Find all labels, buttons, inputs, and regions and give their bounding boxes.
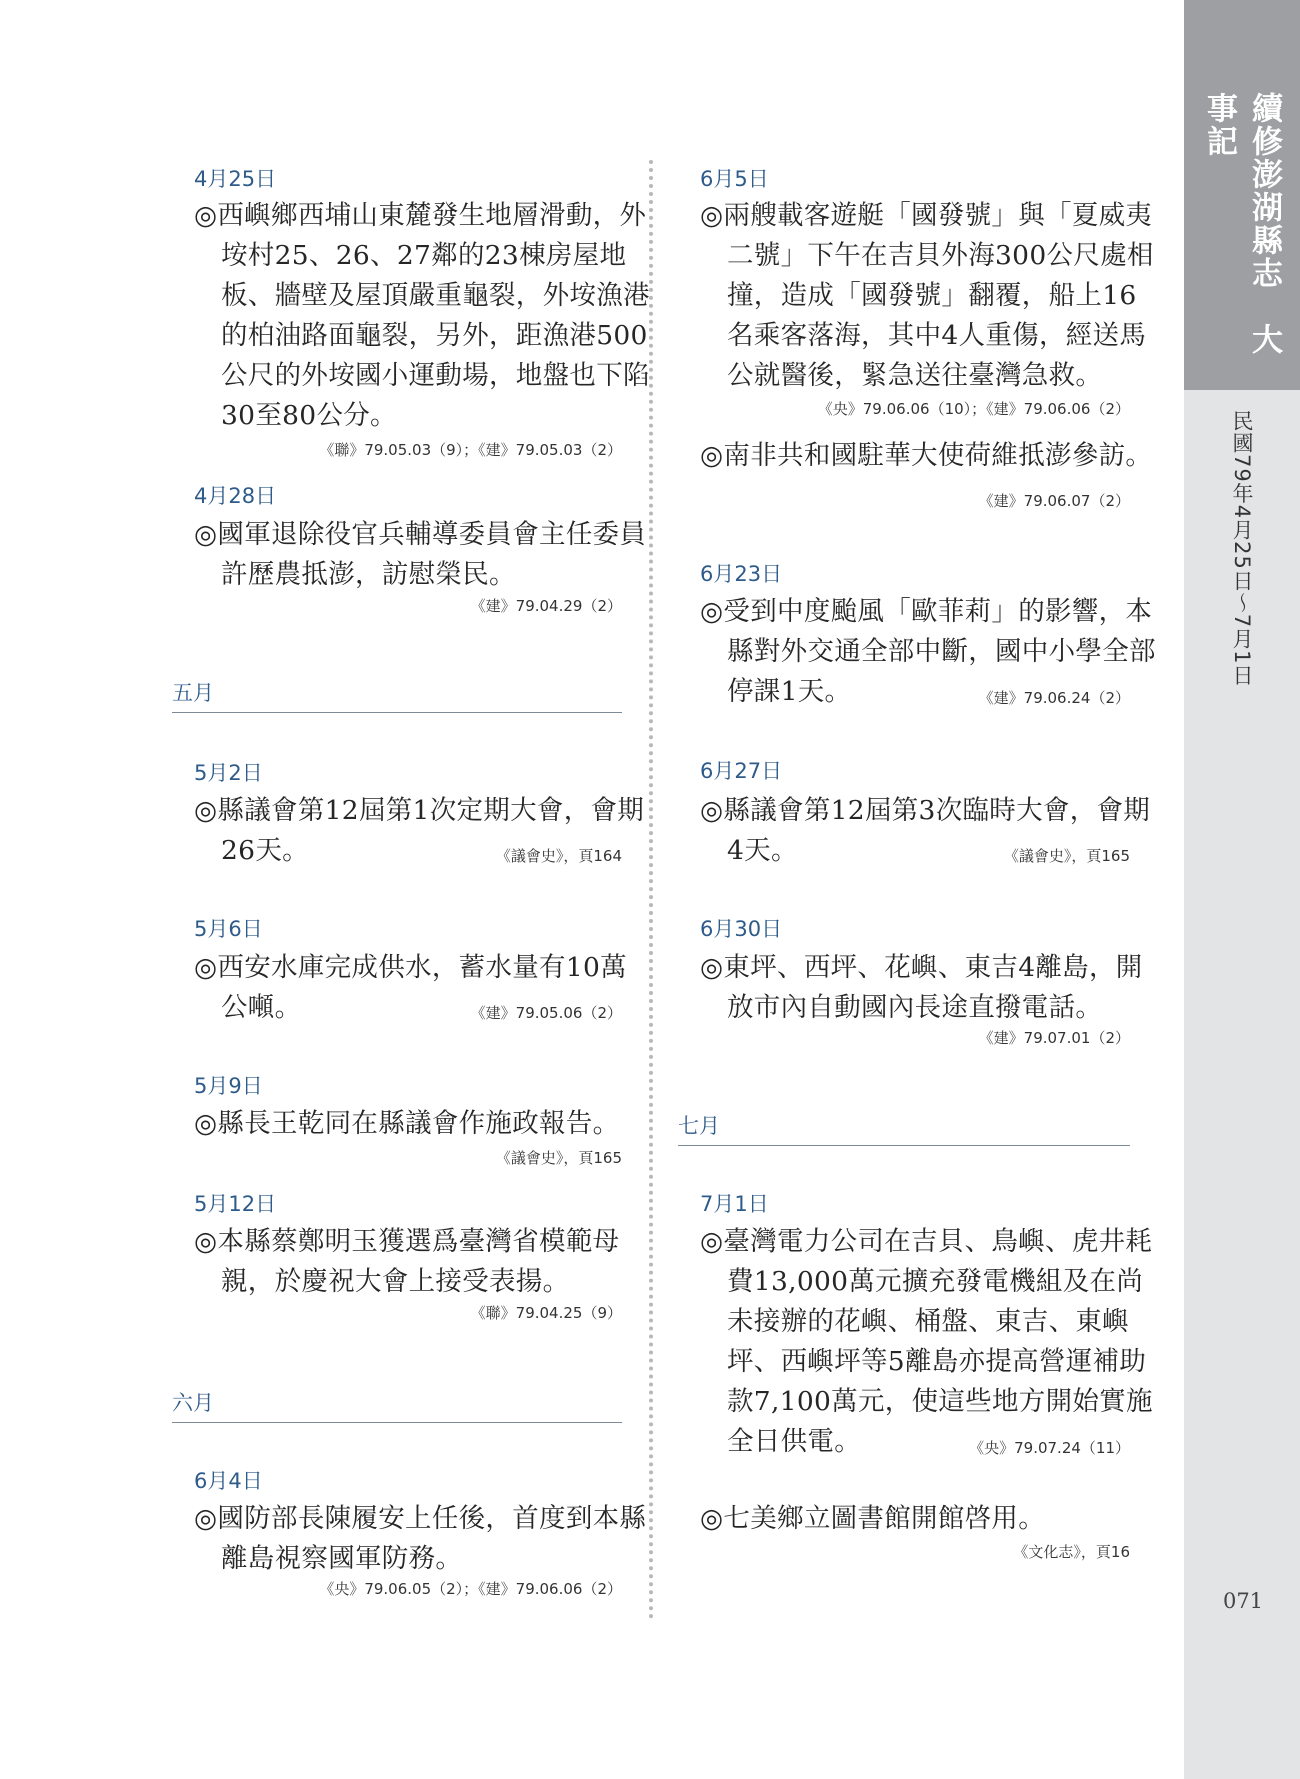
entry-source: 《議會史》，頁164 bbox=[495, 847, 622, 865]
entry-date: 6月30日 bbox=[700, 917, 783, 941]
sidebar-title-band bbox=[1184, 0, 1300, 390]
entry-source: 《議會史》，頁165 bbox=[495, 1149, 622, 1167]
entry-source: 《聯》79.04.25（9） bbox=[470, 1304, 622, 1322]
date-range-subtitle: 民國79年4月25日～7月1日 bbox=[1230, 410, 1254, 687]
entry-date: 6月5日 bbox=[700, 167, 769, 191]
entry-text: ◎西嶼鄉西埔山東麓發生地層滑動，外垵村25、26、27鄰的23棟房屋地板、牆壁及屋頂嚴重龜裂，外垵漁港的柏油路面龜裂，另外，距漁港500公尺的外垵國小運動場，地盤也下陷30至80公分。 bbox=[194, 200, 650, 431]
entry-source: 《建》79.07.01（2） bbox=[978, 1029, 1130, 1047]
entry-date: 6月23日 bbox=[700, 562, 783, 586]
month-heading: 六月 bbox=[172, 1387, 622, 1423]
entry-text: ◎西安水庫完成供水，蓄水量有10萬公噸。 bbox=[194, 952, 627, 1023]
entry-source: 《央》79.06.05（2）；《建》79.06.06（2） bbox=[319, 1580, 622, 1598]
month-heading: 五月 bbox=[172, 677, 622, 713]
entry-text: ◎國軍退除役官兵輔導委員會主任委員許歷農抵澎，訪慰榮民。 bbox=[194, 519, 647, 590]
entry-text: ◎縣長王乾同在縣議會作施政報告。 bbox=[194, 1108, 620, 1139]
entry-text: ◎縣議會第12屆第3次臨時大會，會期4天。 bbox=[700, 795, 1151, 866]
entry-date: 7月1日 bbox=[700, 1192, 769, 1216]
entry-text: ◎南非共和國駐華大使荷維抵澎參訪。 bbox=[700, 440, 1153, 471]
entry-source: 《建》79.05.06（2） bbox=[470, 1004, 622, 1022]
month-heading: 七月 bbox=[678, 1110, 1130, 1146]
entry-source: 《央》79.07.24（11） bbox=[969, 1439, 1130, 1457]
entry-date: 6月27日 bbox=[700, 759, 783, 783]
entry-source: 《建》79.06.07（2） bbox=[978, 492, 1130, 510]
entry-text: ◎縣議會第12屆第1次定期大會，會期26天。 bbox=[194, 795, 645, 866]
entry-source: 《建》79.04.29（2） bbox=[470, 597, 622, 615]
book-title: 續修澎湖縣志 大事記 bbox=[1201, 92, 1282, 356]
entry-source: 《議會史》，頁165 bbox=[1003, 847, 1130, 865]
chapter-sidebar bbox=[1184, 0, 1300, 1779]
entry-date: 5月6日 bbox=[194, 917, 263, 941]
entry-date: 6月4日 bbox=[194, 1469, 263, 1493]
entry-text: ◎臺灣電力公司在吉貝、鳥嶼、虎井耗費13,000萬元擴充發電機組及在尚未接辦的花嶼、桶盤、東吉、東嶼坪、西嶼坪等5離島亦提高營運補助款7,100萬元，使這些地方開始實施全日供電。 bbox=[700, 1226, 1153, 1457]
entry-text: ◎受到中度颱風「歐菲莉」的影響，本縣對外交通全部中斷，國中小學全部停課1天。 bbox=[700, 596, 1156, 707]
entry-date: 5月12日 bbox=[194, 1192, 277, 1216]
entry-source: 《央》79.06.06（10）；《建》79.06.06（2） bbox=[817, 400, 1130, 418]
page-number: 071 bbox=[1222, 1589, 1264, 1613]
entry-text: ◎七美鄉立圖書館開館啓用。 bbox=[700, 1503, 1046, 1534]
entry-text: ◎本縣蔡鄭明玉獲選爲臺灣省模範母親，於慶祝大會上接受表揚。 bbox=[194, 1226, 620, 1297]
entry-date: 5月9日 bbox=[194, 1074, 263, 1098]
entry-source: 《建》79.06.24（2） bbox=[978, 689, 1130, 707]
entry-date: 5月2日 bbox=[194, 761, 263, 785]
entry-text: ◎國防部長陳履安上任後，首度到本縣離島視察國軍防務。 bbox=[194, 1503, 647, 1574]
entry-text: ◎兩艘載客遊艇「國發號」與「夏威夷二號」下午在吉貝外海300公尺處相撞，造成「國發號」翻覆，船上16名乘客落海，其中4人重傷，經送馬公就醫後，緊急送往臺灣急救。 bbox=[700, 200, 1154, 391]
entry-source: 《文化志》，頁16 bbox=[1013, 1543, 1130, 1561]
entry-date: 4月28日 bbox=[194, 484, 277, 508]
entry-source: 《聯》79.05.03（9）；《建》79.05.03（2） bbox=[319, 441, 622, 459]
entry-text: ◎東坪、西坪、花嶼、東吉4離島，開放市內自動國內長途直撥電話。 bbox=[700, 952, 1143, 1023]
entry-date: 4月25日 bbox=[194, 167, 277, 191]
